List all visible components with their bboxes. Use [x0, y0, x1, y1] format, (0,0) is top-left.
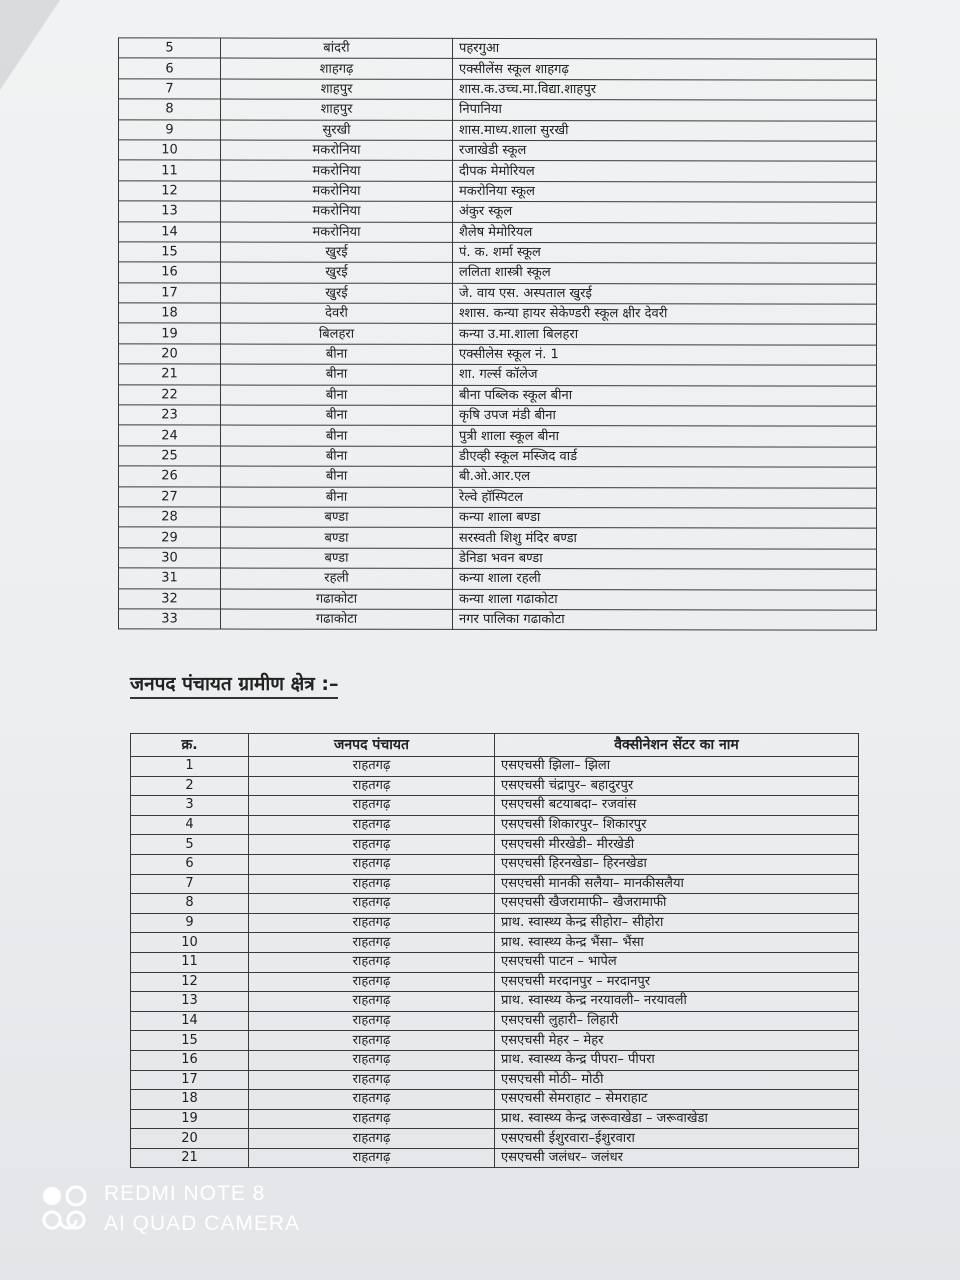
- cell-center: बी.ओ.आर.एल: [453, 467, 877, 488]
- cell-no: 9: [131, 913, 249, 933]
- table-row: [119, 344, 877, 366]
- cell-place: बीना: [221, 466, 453, 487]
- cell-place: मकरोनिया: [221, 140, 453, 161]
- cell-center: प्राथ. स्वास्थ्य केन्द्र जरूवाखेडा – जरूवाखेडा: [495, 1109, 859, 1129]
- cell-no: 15: [131, 1031, 249, 1051]
- cell-place: देवरी: [221, 303, 453, 324]
- section-heading: जनपद पंचायत ग्रामीण क्षेत्र :–: [130, 670, 338, 699]
- cell-no: 7: [131, 874, 249, 894]
- cell-place: मकरोनिया: [221, 181, 453, 202]
- cell-place: गढाकोटा: [221, 609, 453, 630]
- watermark-camera: AI QUAD CAMERA: [104, 1212, 301, 1235]
- cell-no: 27: [119, 486, 221, 507]
- cell-place: रहली: [221, 568, 453, 589]
- cell-panchayat: राहतगढ़: [249, 1050, 495, 1070]
- cell-no: 18: [119, 303, 221, 324]
- cell-place: शाहगढ़: [221, 58, 453, 79]
- cell-place: खुरई: [221, 283, 453, 304]
- table-row: [119, 262, 877, 284]
- table-row: [119, 160, 877, 182]
- table-row: [131, 757, 859, 777]
- cell-no: 25: [119, 446, 221, 467]
- cell-center: दीपक मेमोरियल: [453, 161, 877, 182]
- cell-no: 6: [131, 854, 249, 874]
- cell-no: 28: [119, 507, 221, 528]
- cell-place: मकरोनिया: [221, 222, 453, 243]
- table-row: [131, 1148, 859, 1168]
- cell-no: 10: [119, 140, 221, 161]
- watermark-model: REDMI NOTE 8: [104, 1182, 266, 1205]
- header-panchayat: जनपद पंचायत: [249, 734, 495, 757]
- table-row: [131, 796, 859, 816]
- table-row: [119, 242, 877, 264]
- cell-panchayat: राहतगढ़: [249, 776, 495, 796]
- cell-no: 24: [119, 425, 221, 446]
- cell-no: 19: [119, 323, 221, 344]
- cell-center: डीएव्ही स्कूल मस्जिद वार्ड: [453, 446, 877, 467]
- cell-no: 30: [119, 548, 221, 569]
- cell-no: 20: [119, 344, 221, 365]
- cell-panchayat: राहतगढ़: [249, 854, 495, 874]
- cell-center: एसएचसी मीरखेडी– मीरखेडी: [495, 835, 859, 855]
- cell-no: 16: [119, 262, 221, 283]
- cell-center: एसएचसी पाटन – भापेल: [495, 952, 859, 972]
- cell-no: 21: [131, 1148, 249, 1168]
- cell-no: 15: [119, 242, 221, 263]
- table-row: [119, 303, 877, 325]
- table-row: [131, 972, 859, 992]
- paper-fold-shadow: [0, 0, 60, 90]
- cell-center: सरस्वती शिशु मंदिर बण्डा: [453, 528, 877, 549]
- cell-no: 11: [119, 160, 221, 181]
- table-row: [131, 815, 859, 835]
- cell-no: 17: [119, 283, 221, 304]
- table-row: [119, 486, 877, 508]
- cell-place: सुरखी: [221, 120, 453, 141]
- cell-panchayat: राहतगढ़: [249, 952, 495, 972]
- cell-no: 14: [119, 221, 221, 242]
- cell-center: एसएचसी सेमराहाट – सेमराहाट: [495, 1090, 859, 1110]
- urban-table-body: [119, 38, 877, 631]
- table-row: [131, 1011, 859, 1031]
- cell-center: श्शास. कन्या हायर सेकेण्डरी स्कूल क्षीर देवरी: [453, 303, 877, 324]
- table-row: [119, 58, 877, 80]
- cell-panchayat: राहतगढ़: [249, 757, 495, 777]
- cell-center: एसएचसी ईशुरवारा–ईशुरवारा: [495, 1129, 859, 1149]
- table-row: [119, 527, 877, 549]
- cell-center: निपानिया: [453, 100, 877, 121]
- cell-place: खुरई: [221, 262, 453, 283]
- cell-center: रजाखेडी स्कूल: [453, 140, 877, 161]
- cell-no: 5: [119, 38, 221, 59]
- table-row: [119, 364, 877, 386]
- cell-no: 4: [131, 815, 249, 835]
- table-row: [131, 894, 859, 914]
- cell-no: 17: [131, 1070, 249, 1090]
- cell-panchayat: राहतगढ़: [249, 1031, 495, 1051]
- cell-center: एसएचसी हिरनखेडा– हिरनखेडा: [495, 854, 859, 874]
- cell-panchayat: राहतगढ़: [249, 874, 495, 894]
- cell-no: 32: [119, 588, 221, 609]
- cell-place: बिलहरा: [221, 323, 453, 344]
- table-row: [119, 609, 877, 631]
- table-row: [131, 1050, 859, 1070]
- table-row: [119, 221, 877, 243]
- table-row: [119, 79, 877, 101]
- table-row: [119, 548, 877, 570]
- table-header-row: [131, 734, 859, 757]
- table-row: [131, 776, 859, 796]
- cell-no: 11: [131, 952, 249, 972]
- cell-center: शा. गर्ल्स कॉलेज: [453, 365, 877, 386]
- cell-center: कन्या शाला रहली: [453, 569, 877, 590]
- cell-center: ललिता शास्त्री स्कूल: [453, 263, 877, 284]
- table-row: [119, 99, 877, 121]
- table-row: [131, 1031, 859, 1051]
- cell-center: प्राथ. स्वास्थ्य केन्द्र पीपरा– पीपरा: [495, 1050, 859, 1070]
- table-row: [119, 119, 877, 141]
- cell-no: 6: [119, 58, 221, 79]
- cell-place: खुरई: [221, 242, 453, 263]
- table-row: [119, 466, 877, 488]
- cell-no: 29: [119, 527, 221, 548]
- cell-place: बीना: [221, 344, 453, 365]
- cell-no: 23: [119, 405, 221, 426]
- table-row: [131, 933, 859, 953]
- header-center: वैक्सीनेशन सेंटर का नाम: [495, 734, 859, 757]
- cell-panchayat: राहतगढ़: [249, 1148, 495, 1168]
- cell-center: जे. वाय एस. अस्पताल खुरई: [453, 283, 877, 304]
- cell-center: अंकुर स्कूल: [453, 202, 877, 223]
- cell-center: शास.माध्य.शाला सुरखी: [453, 120, 877, 141]
- rural-table-body: [131, 757, 859, 1168]
- cell-place: बीना: [221, 364, 453, 385]
- cell-center: प्राथ. स्वास्थ्य केन्द्र सीहोरा– सीहोरा: [495, 913, 859, 933]
- cell-panchayat: राहतगढ़: [249, 1011, 495, 1031]
- table-row: [131, 952, 859, 972]
- cell-panchayat: राहतगढ़: [249, 972, 495, 992]
- table-row: [131, 874, 859, 894]
- table-row: [119, 384, 877, 406]
- cell-center: पुत्री शाला स्कूल बीना: [453, 426, 877, 447]
- table-row: [131, 1090, 859, 1110]
- urban-vaccination-table: [118, 37, 877, 631]
- cell-panchayat: राहतगढ़: [249, 1070, 495, 1090]
- cell-center: शैलेष मेमोरियल: [453, 222, 877, 243]
- cell-no: 22: [119, 384, 221, 405]
- cell-panchayat: राहतगढ़: [249, 1109, 495, 1129]
- cell-no: 5: [131, 835, 249, 855]
- cell-center: मकरोनिया स्कूल: [453, 181, 877, 202]
- cell-center: एसएचसी मोठी– मोठी: [495, 1070, 859, 1090]
- header-serial: क्र.: [131, 734, 249, 757]
- cell-center: बीना पब्लिक स्कूल बीना: [453, 385, 877, 406]
- cell-no: 13: [131, 992, 249, 1012]
- cell-no: 12: [119, 181, 221, 202]
- cell-center: एसएचसी मरदानपुर – मरदानपुर: [495, 972, 859, 992]
- table-row: [119, 140, 877, 162]
- cell-place: शाहपुर: [221, 99, 453, 120]
- table-row: [131, 1129, 859, 1149]
- table-row: [131, 992, 859, 1012]
- table-row: [119, 588, 877, 610]
- cell-no: 13: [119, 201, 221, 222]
- cell-center: शास.क.उच्च.मा.विद्या.शाहपुर: [453, 79, 877, 100]
- table-row: [119, 181, 877, 203]
- cell-place: बीना: [221, 446, 453, 467]
- cell-center: एसएचसी लुहारी– लिहारी: [495, 1011, 859, 1031]
- cell-center: एक्सीलेस स्कूल नं. 1: [453, 344, 877, 365]
- cell-place: बीना: [221, 425, 453, 446]
- cell-center: पहरगुआ: [453, 38, 877, 59]
- table-row: [119, 201, 877, 223]
- cell-no: 21: [119, 364, 221, 385]
- cell-no: 16: [131, 1050, 249, 1070]
- cell-panchayat: राहतगढ़: [249, 913, 495, 933]
- cell-place: बण्डा: [221, 507, 453, 528]
- cell-center: डेनिडा भवन बण्डा: [453, 548, 877, 569]
- table-row: [119, 425, 877, 447]
- cell-no: 8: [119, 99, 221, 120]
- cell-center: एसएचसी शिकारपुर– शिकारपुर: [495, 815, 859, 835]
- cell-no: 31: [119, 568, 221, 589]
- cell-center: एसएचसी जलंधर– जलंधर: [495, 1148, 859, 1168]
- cell-no: 10: [131, 933, 249, 953]
- table-row: [131, 835, 859, 855]
- table-row: [119, 507, 877, 529]
- cell-place: मकरोनिया: [221, 160, 453, 181]
- table-row: [131, 1109, 859, 1129]
- table-row: [119, 38, 877, 60]
- cell-panchayat: राहतगढ़: [249, 815, 495, 835]
- cell-no: 8: [131, 894, 249, 914]
- cell-center: पं. क. शर्मा स्कूल: [453, 242, 877, 263]
- cell-center: एसएचसी मानकी सलैया– मानकीसलैया: [495, 874, 859, 894]
- cell-center: प्राथ. स्वास्थ्य केन्द्र नरयावली– नरयावली: [495, 992, 859, 1012]
- cell-place: बीना: [221, 385, 453, 406]
- cell-no: 20: [131, 1129, 249, 1149]
- cell-center: कन्या उ.मा.शाला बिलहरा: [453, 324, 877, 345]
- cell-no: 18: [131, 1090, 249, 1110]
- table-row: [131, 913, 859, 933]
- cell-center: एसएचसी बटयाबदा– रजवांस: [495, 796, 859, 816]
- cell-panchayat: राहतगढ़: [249, 835, 495, 855]
- cell-center: एसएचसी चंद्रापुर– बहादुरपुर: [495, 776, 859, 796]
- cell-center: एसएचसी झिला– झिला: [495, 757, 859, 777]
- cell-center: एसएचसी खैजरामाफी– खैजरामाफी: [495, 894, 859, 914]
- cell-no: 33: [119, 609, 221, 630]
- cell-no: 14: [131, 1011, 249, 1031]
- cell-place: बीना: [221, 487, 453, 508]
- cell-center: एक्सीलेंस स्कूल शाहगढ़: [453, 59, 877, 80]
- cell-place: गढाकोटा: [221, 589, 453, 610]
- table-row: [131, 854, 859, 874]
- cell-panchayat: राहतगढ़: [249, 933, 495, 953]
- table-row: [119, 323, 877, 345]
- cell-no: 3: [131, 796, 249, 816]
- cell-place: बण्डा: [221, 548, 453, 569]
- cell-center: रेल्वे हॉस्पिटल: [453, 487, 877, 508]
- cell-place: बांदरी: [221, 38, 453, 59]
- cell-no: 19: [131, 1109, 249, 1129]
- cell-place: मकरोनिया: [221, 201, 453, 222]
- cell-center: कृषि उपज मंडी बीना: [453, 405, 877, 426]
- cell-center: नगर पालिका गढाकोटा: [453, 609, 877, 630]
- table-row: [119, 568, 877, 590]
- cell-center: कन्या शाला गढाकोटा: [453, 589, 877, 610]
- cell-center: कन्या शाला बण्डा: [453, 507, 877, 528]
- cell-no: 12: [131, 972, 249, 992]
- cell-place: बण्डा: [221, 527, 453, 548]
- cell-place: बीना: [221, 405, 453, 426]
- cell-panchayat: राहतगढ़: [249, 992, 495, 1012]
- camera-logo-icon: [40, 1184, 88, 1232]
- cell-no: 2: [131, 776, 249, 796]
- table-row: [119, 405, 877, 427]
- cell-panchayat: राहतगढ़: [249, 1090, 495, 1110]
- cell-no: 7: [119, 79, 221, 100]
- table-row: [131, 1070, 859, 1090]
- cell-no: 26: [119, 466, 221, 487]
- table-row: [119, 283, 877, 305]
- cell-panchayat: राहतगढ़: [249, 796, 495, 816]
- cell-panchayat: राहतगढ़: [249, 1129, 495, 1149]
- cell-place: शाहपुर: [221, 79, 453, 100]
- rural-vaccination-table: [130, 733, 859, 1168]
- cell-no: 1: [131, 757, 249, 777]
- table-row: [119, 446, 877, 468]
- cell-no: 9: [119, 119, 221, 140]
- cell-center: प्राथ. स्वास्थ्य केन्द्र भैंसा– भैंसा: [495, 933, 859, 953]
- cell-panchayat: राहतगढ़: [249, 894, 495, 914]
- cell-center: एसएचसी मेहर – मेहर: [495, 1031, 859, 1051]
